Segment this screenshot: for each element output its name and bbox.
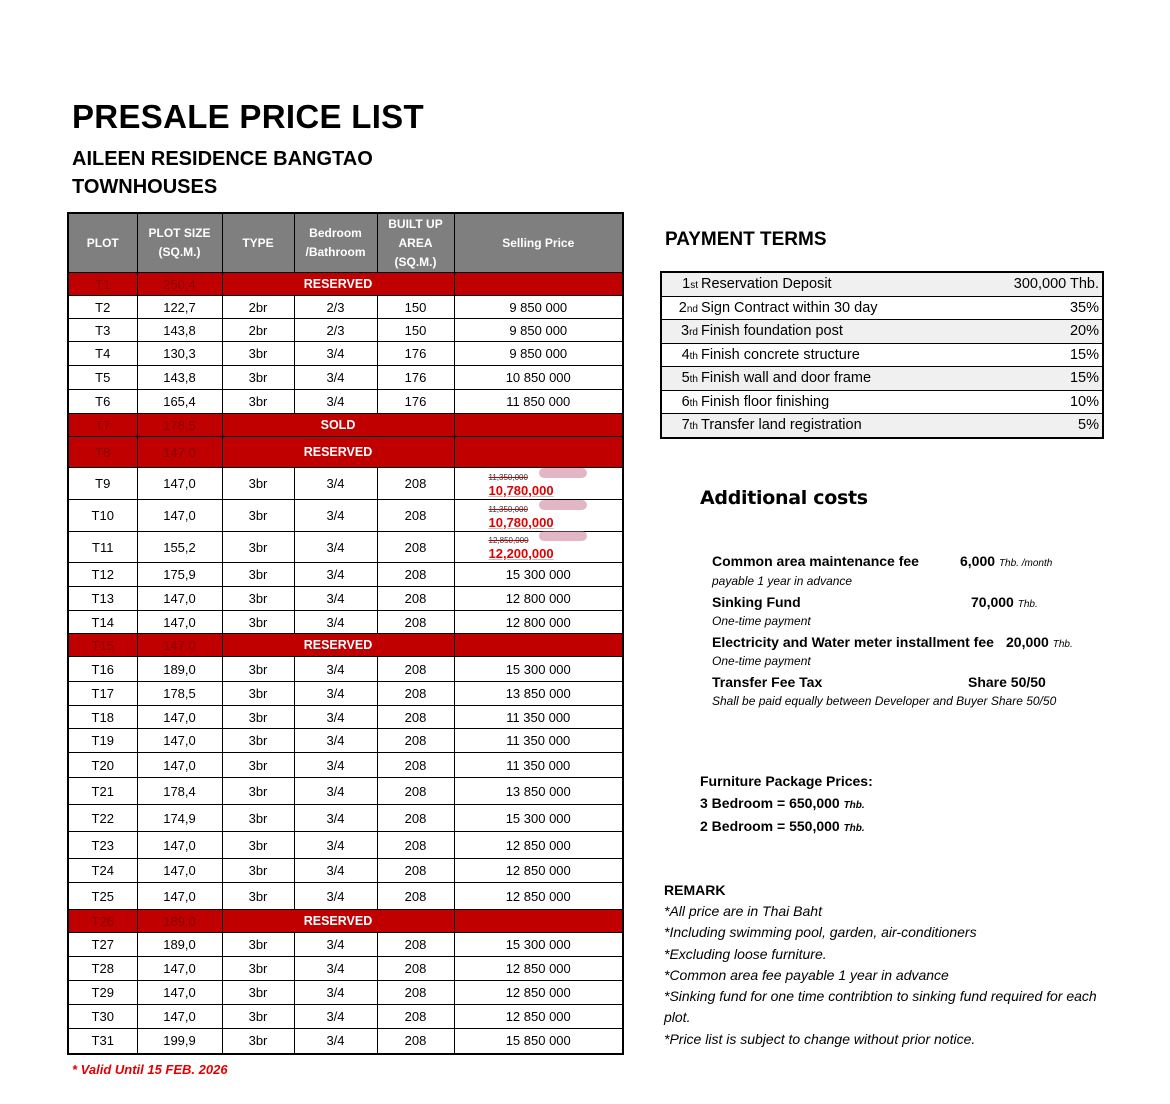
term-label: Finish floor finishing (701, 390, 968, 414)
cell-plot-size: 147,0 (137, 957, 222, 981)
table-row (68, 319, 623, 342)
cell-built-up-area: 176 (377, 366, 454, 390)
cell-built-up-area: 208 (377, 587, 454, 611)
old-price: 12,850,000 (489, 534, 623, 547)
cell-bed-bath: 3/4 (294, 981, 377, 1005)
term-value: 15% (968, 367, 1103, 391)
cell-type: 3br (222, 500, 294, 532)
cell-plot: T11 (68, 532, 137, 563)
cell-plot: T9 (68, 468, 137, 500)
cell-bed-bath: 3/4 (294, 778, 377, 805)
cell-type: 3br (222, 366, 294, 390)
col-plot-size: PLOT SIZE (SQ.M.) (137, 213, 222, 273)
cell-plot-size: 174,9 (137, 805, 222, 832)
cell-plot: T19 (68, 729, 137, 753)
table-row (68, 500, 623, 532)
cell-type: 3br (222, 657, 294, 682)
cell-status: RESERVED (222, 437, 454, 468)
table-row (68, 468, 623, 500)
cell-plot-size: 178,5 (137, 414, 222, 437)
term-number: 4th (661, 343, 701, 367)
cell-selling-price: 11 850 000 (454, 390, 623, 414)
table-row (68, 296, 623, 319)
cell-plot: T29 (68, 981, 137, 1005)
cell-bed-bath: 3/4 (294, 859, 377, 883)
cell-selling-price (454, 910, 623, 933)
cell-built-up-area: 208 (377, 706, 454, 729)
cell-bed-bath: 3/4 (294, 587, 377, 611)
table-row (68, 532, 623, 563)
cell-plot-size: 199,9 (137, 1029, 222, 1054)
col-selling-price: Selling Price (454, 213, 623, 273)
cell-plot: T28 (68, 957, 137, 981)
term-label: Finish foundation post (701, 320, 968, 344)
cell-plot: T1 (68, 273, 137, 296)
cell-status: RESERVED (222, 273, 454, 296)
remark-item: *All price are in Thai Baht (664, 903, 822, 919)
cell-built-up-area: 208 (377, 859, 454, 883)
remark-item: *Sinking fund for one time contribtion to sinking fund required for each plot. (664, 988, 1097, 1026)
cell-type: 3br (222, 1029, 294, 1054)
cell-selling-price (454, 414, 623, 437)
cell-selling-price: 9 850 000 (454, 296, 623, 319)
cell-bed-bath: 3/4 (294, 805, 377, 832)
cell-plot: T26 (68, 910, 137, 933)
cell-type: 3br (222, 832, 294, 859)
cell-bed-bath: 3/4 (294, 832, 377, 859)
cell-plot: T12 (68, 563, 137, 587)
table-row (68, 682, 623, 706)
cost-maintenance-note: payable 1 year in advance (712, 574, 853, 588)
term-number: 1st (661, 272, 701, 296)
cell-plot-size: 147,0 (137, 611, 222, 634)
cell-plot: T17 (68, 682, 137, 706)
cost-meter-label: Electricity and Water meter installment fee (712, 634, 994, 650)
cell-selling-price: 15 300 000 (454, 563, 623, 587)
table-row (68, 1029, 623, 1054)
furniture-2br: 2 Bedroom = 550,000 Thb. (700, 818, 865, 834)
cell-plot-size: 147,0 (137, 1005, 222, 1029)
cell-selling-price: 13 850 000 (454, 778, 623, 805)
cell-selling-price: 12 850 000 (454, 883, 623, 910)
term-label: Reservation Deposit (701, 272, 968, 296)
cost-sinking-value: 70,000 Thb. (971, 594, 1038, 610)
cell-status: RESERVED (222, 634, 454, 657)
cell-built-up-area: 208 (377, 563, 454, 587)
cell-built-up-area: 208 (377, 753, 454, 778)
table-row (68, 587, 623, 611)
cell-bed-bath: 3/4 (294, 342, 377, 366)
cell-type: 3br (222, 729, 294, 753)
cell-type: 3br (222, 753, 294, 778)
table-row (68, 957, 623, 981)
cell-selling-price: 12 800 000 (454, 611, 623, 634)
cell-type: 3br (222, 611, 294, 634)
payment-term-row (661, 296, 1103, 320)
cell-bed-bath: 3/4 (294, 366, 377, 390)
cell-plot-size: 189,0 (137, 657, 222, 682)
cell-plot: T10 (68, 500, 137, 532)
valid-until-note: * Valid Until 15 FEB. 2026 (72, 1062, 228, 1077)
furniture-package (700, 771, 873, 840)
payment-term-row (661, 320, 1103, 344)
cell-type: 3br (222, 706, 294, 729)
col-built-up-area: BUILT UP AREA (SQ.M.) (377, 213, 454, 273)
term-label: Transfer land registration (701, 414, 968, 438)
cell-type: 3br (222, 682, 294, 706)
payment-term-row (661, 390, 1103, 414)
cell-selling-price (454, 634, 623, 657)
cell-built-up-area: 208 (377, 778, 454, 805)
term-value: 5% (968, 414, 1103, 438)
table-row (68, 1005, 623, 1029)
term-number: 7th (661, 414, 701, 438)
cell-plot: T8 (68, 437, 137, 468)
cell-type: 3br (222, 981, 294, 1005)
cell-plot: T13 (68, 587, 137, 611)
cell-plot: T22 (68, 805, 137, 832)
cell-bed-bath: 3/4 (294, 682, 377, 706)
payment-term-row (661, 272, 1103, 296)
cell-plot-size: 250,4 (137, 273, 222, 296)
cost-maintenance-label: Common area maintenance fee (712, 553, 919, 569)
cell-selling-price: 11 350 000 (454, 706, 623, 729)
furniture-3br: 3 Bedroom = 650,000 Thb. (700, 794, 865, 811)
cell-bed-bath: 3/4 (294, 706, 377, 729)
cell-built-up-area: 150 (377, 296, 454, 319)
col-plot: PLOT (68, 213, 137, 273)
cell-built-up-area: 150 (377, 319, 454, 342)
cell-built-up-area: 208 (377, 805, 454, 832)
term-label: Finish wall and door frame (701, 367, 968, 391)
page-subtitle (72, 145, 373, 201)
cell-plot-size: 147,0 (137, 883, 222, 910)
cell-bed-bath: 3/4 (294, 1029, 377, 1054)
remark-item: *Common area fee payable 1 year in advance (664, 966, 949, 983)
cost-transfer-label: Transfer Fee Tax (712, 674, 823, 690)
discounted-price: 10,780,000 (488, 514, 554, 530)
cell-type: 3br (222, 587, 294, 611)
cell-selling-price: 15 300 000 (454, 933, 623, 957)
cell-type: 3br (222, 532, 294, 563)
table-row (68, 729, 623, 753)
cell-selling-price (454, 500, 623, 532)
cell-plot-size: 130,3 (137, 342, 222, 366)
term-number: 5th (661, 367, 701, 391)
price-table (67, 212, 624, 1055)
remark-title: REMARK (664, 882, 726, 898)
cell-built-up-area: 208 (377, 729, 454, 753)
cell-plot-size: 147,0 (137, 753, 222, 778)
cell-plot-size: 147,0 (137, 634, 222, 657)
cell-built-up-area: 176 (377, 390, 454, 414)
cell-plot: T7 (68, 414, 137, 437)
cell-type: 2br (222, 319, 294, 342)
remark-item: *Including swimming pool, garden, air-conditioners (664, 924, 977, 941)
payment-term-row (661, 367, 1103, 391)
cell-selling-price: 12 850 000 (454, 981, 623, 1005)
page-title: PRESALE PRICE LIST (72, 98, 424, 135)
cell-plot-size: 178,5 (137, 682, 222, 706)
cell-bed-bath: 3/4 (294, 957, 377, 981)
cell-selling-price: 15 300 000 (454, 657, 623, 682)
cell-plot: T21 (68, 778, 137, 805)
table-row (68, 414, 623, 437)
cell-built-up-area: 208 (377, 1029, 454, 1054)
payment-term-row (661, 343, 1103, 367)
cell-plot-size: 165,4 (137, 390, 222, 414)
cell-status: RESERVED (222, 910, 454, 933)
cell-plot-size: 147,0 (137, 437, 222, 468)
table-row (68, 390, 623, 414)
cell-selling-price: 9 850 000 (454, 319, 623, 342)
cell-plot: T18 (68, 706, 137, 729)
cell-type: 3br (222, 933, 294, 957)
cell-plot-size: 155,2 (137, 532, 222, 563)
cell-plot: T14 (68, 611, 137, 634)
cell-plot-size: 147,0 (137, 468, 222, 500)
cell-plot-size: 143,8 (137, 366, 222, 390)
cell-built-up-area: 208 (377, 500, 454, 532)
col-bed-bath: Bedroom /Bathroom (294, 213, 377, 273)
cell-bed-bath: 3/4 (294, 729, 377, 753)
table-row (68, 634, 623, 657)
table-row (68, 563, 623, 587)
cell-built-up-area: 208 (377, 657, 454, 682)
cell-plot-size: 189,0 (137, 910, 222, 933)
payment-term-row (661, 414, 1103, 438)
cost-transfer-value: Share 50/50 (968, 674, 1046, 690)
discounted-price: 10,780,000 (488, 482, 554, 498)
cell-plot: T15 (68, 634, 137, 657)
cell-plot-size: 143,8 (137, 319, 222, 342)
cell-type: 3br (222, 778, 294, 805)
term-value: 15% (968, 343, 1103, 367)
term-number: 6th (661, 390, 701, 414)
cell-type: 3br (222, 957, 294, 981)
cell-selling-price: 12 800 000 (454, 587, 623, 611)
cell-bed-bath: 3/4 (294, 883, 377, 910)
cell-built-up-area: 208 (377, 933, 454, 957)
cell-selling-price: 12 850 000 (454, 957, 623, 981)
cost-maintenance-value: 6,000 Thb. /month (960, 553, 1053, 569)
cell-plot: T5 (68, 366, 137, 390)
table-row (68, 657, 623, 682)
cell-type: 3br (222, 859, 294, 883)
cell-plot-size: 122,7 (137, 296, 222, 319)
additional-costs-title: Additional costs (700, 487, 868, 509)
cell-plot-size: 147,0 (137, 859, 222, 883)
cell-built-up-area: 208 (377, 832, 454, 859)
cell-plot-size: 147,0 (137, 981, 222, 1005)
payment-terms-table (660, 271, 1104, 439)
cell-bed-bath: 3/4 (294, 933, 377, 957)
cell-selling-price: 10 850 000 (454, 366, 623, 390)
table-row (68, 883, 623, 910)
cell-selling-price: 12 850 000 (454, 859, 623, 883)
table-row (68, 611, 623, 634)
remark-item: *Price list is subject to change without prior notice. (664, 1030, 976, 1047)
furniture-title: Furniture Package Prices: (700, 773, 873, 789)
cell-type: 3br (222, 563, 294, 587)
cell-selling-price: 11 350 000 (454, 729, 623, 753)
cell-plot: T20 (68, 753, 137, 778)
cell-plot: T30 (68, 1005, 137, 1029)
cell-plot-size: 147,0 (137, 832, 222, 859)
cell-bed-bath: 3/4 (294, 390, 377, 414)
cell-plot: T23 (68, 832, 137, 859)
term-value: 35% (968, 296, 1103, 320)
cell-type: 3br (222, 883, 294, 910)
cell-type: 3br (222, 468, 294, 500)
cell-plot-size: 178,4 (137, 778, 222, 805)
table-row (68, 437, 623, 468)
term-value: 10% (968, 390, 1103, 414)
cell-built-up-area: 208 (377, 1005, 454, 1029)
cell-selling-price (454, 437, 623, 468)
cell-built-up-area: 208 (377, 611, 454, 634)
cell-plot: T6 (68, 390, 137, 414)
table-row (68, 805, 623, 832)
table-row (68, 753, 623, 778)
discounted-price: 12,200,000 (488, 546, 554, 561)
subtitle-project: AILEEN RESIDENCE BANGTAO (72, 148, 373, 170)
cell-selling-price: 11 350 000 (454, 753, 623, 778)
cost-sinking-note: One-time payment (712, 614, 811, 628)
cell-plot-size: 147,0 (137, 500, 222, 532)
cell-bed-bath: 3/4 (294, 753, 377, 778)
remark-item: *Excluding loose furniture. (664, 945, 827, 962)
remark-list (664, 901, 1104, 1050)
table-row (68, 859, 623, 883)
cost-meter-value: 20,000 Thb. (1006, 634, 1073, 650)
cell-selling-price (454, 468, 623, 500)
subtitle-type: TOWNHOUSES (72, 176, 218, 198)
cell-type: 3br (222, 390, 294, 414)
term-label: Finish concrete structure (701, 343, 968, 367)
table-row (68, 778, 623, 805)
cell-bed-bath: 3/4 (294, 563, 377, 587)
table-row (68, 981, 623, 1005)
cell-plot: T24 (68, 859, 137, 883)
table-row (68, 273, 623, 296)
cell-selling-price: 15 300 000 (454, 805, 623, 832)
cell-type: 3br (222, 805, 294, 832)
cell-built-up-area: 176 (377, 342, 454, 366)
cell-plot-size: 189,0 (137, 933, 222, 957)
payment-terms-title: PAYMENT TERMS (665, 229, 827, 250)
col-type: TYPE (222, 213, 294, 273)
cell-type: 3br (222, 342, 294, 366)
cell-built-up-area: 208 (377, 957, 454, 981)
cell-type: 2br (222, 296, 294, 319)
cell-plot-size: 147,0 (137, 706, 222, 729)
table-row (68, 706, 623, 729)
term-value: 300,000 Thb. (968, 272, 1103, 296)
cost-transfer-note: Shall be paid equally between Developer and Buyer Share 50/50 (712, 694, 1057, 708)
term-label: Sign Contract within 30 day (701, 296, 968, 320)
cell-built-up-area: 208 (377, 883, 454, 910)
cell-plot: T2 (68, 296, 137, 319)
cell-selling-price: 9 850 000 (454, 342, 623, 366)
cell-bed-bath: 3/4 (294, 611, 377, 634)
cell-bed-bath: 3/4 (294, 468, 377, 500)
cell-bed-bath: 2/3 (294, 296, 377, 319)
cell-bed-bath: 3/4 (294, 657, 377, 682)
old-price: 11,350,000 (489, 503, 623, 516)
cell-plot-size: 147,0 (137, 587, 222, 611)
table-row (68, 366, 623, 390)
cell-built-up-area: 208 (377, 682, 454, 706)
cell-built-up-area: 208 (377, 981, 454, 1005)
cost-meter-note: One-time payment (712, 654, 811, 668)
cell-plot-size: 175,9 (137, 563, 222, 587)
cell-bed-bath: 2/3 (294, 319, 377, 342)
cell-bed-bath: 3/4 (294, 500, 377, 532)
cell-plot: T16 (68, 657, 137, 682)
cell-plot: T3 (68, 319, 137, 342)
cell-selling-price (454, 532, 623, 563)
cell-built-up-area: 208 (377, 468, 454, 500)
cell-plot: T31 (68, 1029, 137, 1054)
term-number: 3rd (661, 320, 701, 344)
cell-selling-price: 12 850 000 (454, 1005, 623, 1029)
cell-status: SOLD (222, 414, 454, 437)
cell-type: 3br (222, 1005, 294, 1029)
term-value: 20% (968, 320, 1103, 344)
cell-bed-bath: 3/4 (294, 532, 377, 563)
cell-selling-price: 12 850 000 (454, 832, 623, 859)
cell-built-up-area: 208 (377, 532, 454, 563)
cell-plot: T4 (68, 342, 137, 366)
cell-plot-size: 147,0 (137, 729, 222, 753)
cost-sinking-label: Sinking Fund (712, 594, 801, 610)
cell-selling-price (454, 273, 623, 296)
cell-plot: T27 (68, 933, 137, 957)
table-row (68, 832, 623, 859)
table-row (68, 342, 623, 366)
term-number: 2nd (661, 296, 701, 320)
table-row (68, 910, 623, 933)
cell-bed-bath: 3/4 (294, 1005, 377, 1029)
price-table-header (68, 213, 623, 273)
table-row (68, 933, 623, 957)
cell-selling-price: 15 850 000 (454, 1029, 623, 1054)
cell-selling-price: 13 850 000 (454, 682, 623, 706)
old-price: 11,350,000 (489, 471, 623, 484)
cell-plot: T25 (68, 883, 137, 910)
